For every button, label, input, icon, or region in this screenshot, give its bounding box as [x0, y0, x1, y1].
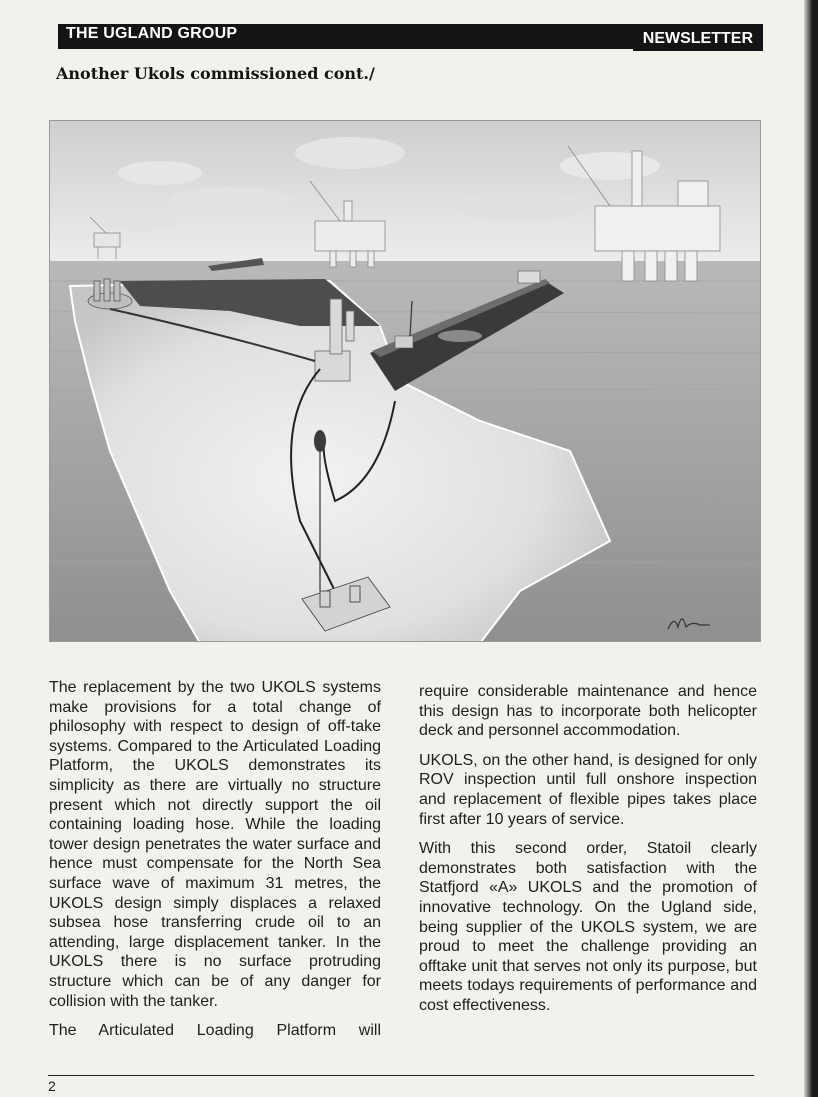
cloud [450, 192, 590, 220]
article-paragraph: The replacement by the two UKOLS systems make provisions for a total change of philosophy with respect to design of off-take systems. Compared to the Articulated Loading Platform, the UKOLS demonstrates its simplicity as there are virtually no structure present which not directly support the oil containing loading hose. While the loading tower design penetrates the water surface and hence must compensate for the North Sea surface wave of maximum 31 metres, the UKOLS design simply displaces a relaxed subsea hose transferring crude oil to an attending, large displacement tanker. In the UKOLS there is no surface protruding structure which can be of any danger for collision with the tanker. [49, 679, 381, 1010]
article-paragraph: The Articulated Loading Platform will [49, 1022, 381, 1040]
article-column-right [419, 682, 757, 1026]
offshore-loading-illustration [49, 120, 761, 642]
article-paragraph: With this second order, Statoil clearly demonstrates both satisfaction with the Statfjord «A» UKOLS and the promotion of innovative technology. On the Ugland side, being supplier of the UKOLS system, we are proud to meet the challenge providing an offtake unit that serves not only its purpose, but meets todays requirements of performance and cost effectiveness. [419, 840, 757, 1014]
article-paragraph: UKOLS, on the other hand, is designed for only ROV inspection until full onshore inspection and replacement of flexible pipes takes place first after 10 years of service. [419, 751, 757, 828]
article-headline: Another Ukols commissioned cont./ [56, 64, 375, 83]
page-number: 2 [48, 1078, 56, 1094]
cloud [100, 211, 180, 231]
article-paragraph: require considerable maintenance and hence this design has to incorporate both helicopter deck and personnel accommodation. [419, 683, 757, 740]
newsletter-label: NEWSLETTER [633, 27, 763, 51]
footer-divider [48, 1075, 754, 1076]
newsletter-header-bar [58, 24, 763, 49]
cloud [118, 161, 202, 185]
page-edge-shadow [804, 0, 818, 1097]
article-column-left [49, 678, 381, 1051]
publisher-name: THE UGLAND GROUP [66, 25, 238, 42]
subsea-buoy [314, 430, 326, 452]
cloud [170, 187, 290, 211]
cloud [295, 137, 405, 169]
